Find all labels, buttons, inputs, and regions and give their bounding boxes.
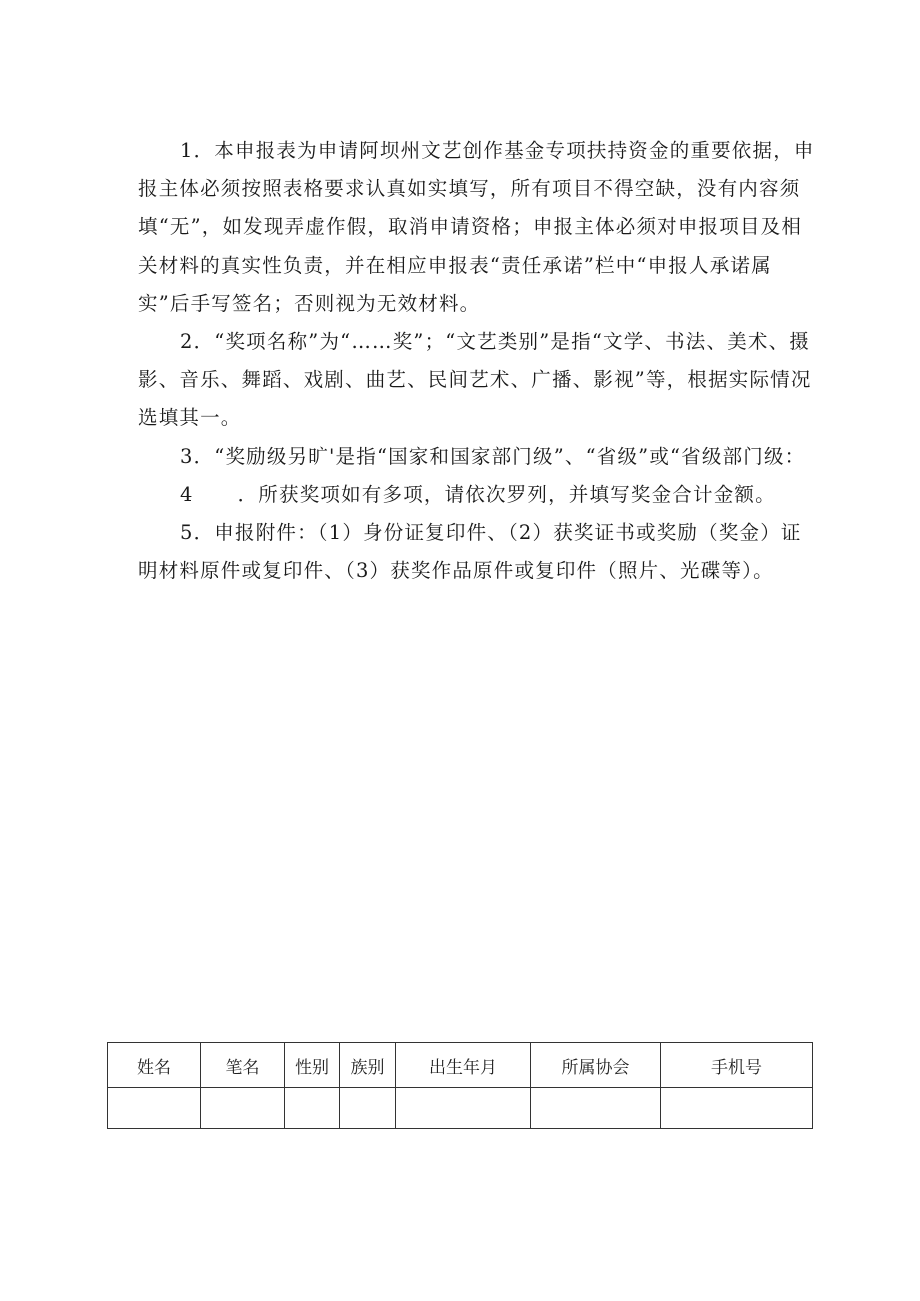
- cell-birth-date[interactable]: [396, 1088, 531, 1129]
- cell-association[interactable]: [531, 1088, 661, 1129]
- instruction-3-text: ．“奖励级另旷'是指“国家和国家部门级”、“省级”或“省级部门级：: [193, 444, 806, 468]
- instruction-2: [138, 323, 816, 438]
- header-name: 姓名: [108, 1043, 201, 1088]
- instruction-2-text: ．“奖项名称”为“……奖”；“文艺类别”是指“文学、书法、美术、摄影、音乐、舞蹈、戏剧、曲艺、民间艺术、广播、影视”等，根据实际情况选填其一。: [138, 330, 812, 430]
- header-ethnicity: 族别: [340, 1043, 396, 1088]
- instruction-3: [138, 438, 816, 476]
- instructions-section: [138, 132, 816, 590]
- instruction-3-number: 3: [180, 444, 194, 468]
- header-association: 所属协会: [531, 1043, 661, 1088]
- table-row: [108, 1088, 813, 1129]
- instruction-4-text: ．所获奖项如有多项，请依次罗列，并填写奖金合计金额。: [237, 482, 776, 506]
- instruction-1-number: 1: [180, 139, 194, 162]
- header-gender: 性别: [285, 1043, 340, 1088]
- instruction-4-number: 4: [180, 482, 194, 506]
- instruction-5: [138, 514, 816, 590]
- cell-phone[interactable]: [661, 1088, 813, 1129]
- header-phone: 手机号: [661, 1043, 813, 1088]
- cell-pen-name[interactable]: [201, 1088, 285, 1129]
- instruction-5-text: ．申报附件：（1）身份证复印件、（2）获奖证书或奖励（奖金）证明材料原件或复印件、（3）获奖作品原件或复印件（照片、光碟等）。: [138, 521, 802, 583]
- header-birth-date: 出生年月: [396, 1043, 531, 1088]
- instruction-1: [138, 132, 816, 323]
- applicant-info-table: [107, 1042, 813, 1129]
- instruction-5-number: 5: [180, 521, 194, 545]
- instruction-4: [138, 476, 816, 514]
- table-header-row: [108, 1043, 813, 1088]
- cell-gender[interactable]: [285, 1088, 340, 1129]
- instruction-2-number: 2: [180, 330, 194, 354]
- instruction-1-text: ．本申报表为申请阿坝州文艺创作基金专项扶持资金的重要依据，申报主体必须按照表格要求认真如实填写，所有项目不得空缺，没有内容须填“无”，如发现弄虚作假，取消申请资格；申报主体必须对申报项目及相关材料的真实性负责，并在相应申报表“责任承诺”栏中“申报人承诺属实”后手写签名；否则视为无效材料。: [138, 139, 815, 315]
- cell-name[interactable]: [108, 1088, 201, 1129]
- cell-ethnicity[interactable]: [340, 1088, 396, 1129]
- header-pen-name: 笔名: [201, 1043, 285, 1088]
